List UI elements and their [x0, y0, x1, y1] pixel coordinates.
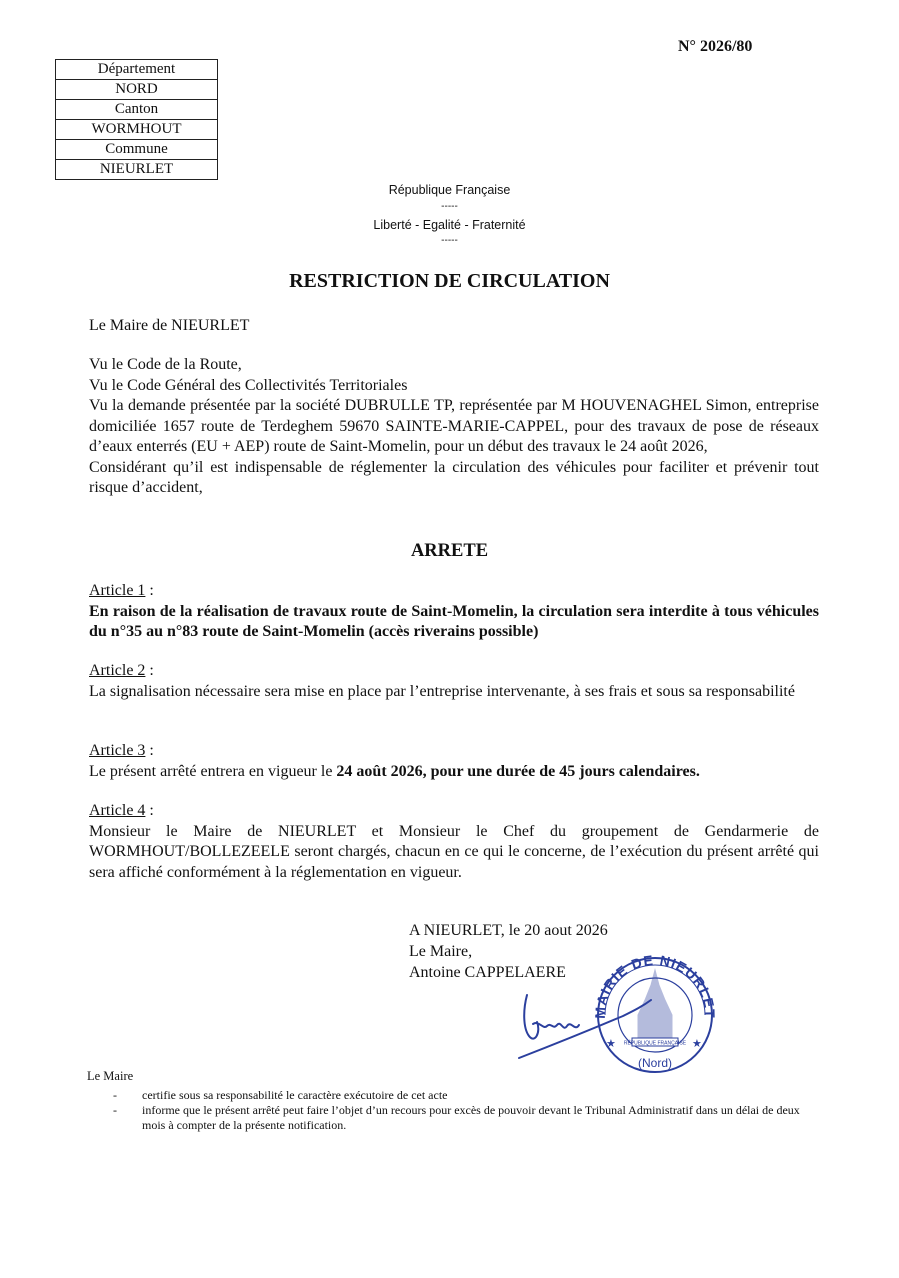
considerations: [89, 355, 819, 499]
table-cell-value: WORMHOUT: [56, 120, 218, 140]
motto: Liberté - Egalité - Fraternité: [373, 218, 526, 232]
table-cell-label: Département: [56, 60, 218, 80]
signature-role: Le Maire,: [409, 943, 473, 960]
intro-line: Le Maire de NIEURLET: [89, 317, 250, 334]
table-cell-value: NIEURLET: [56, 160, 218, 180]
republic-header: République Française: [388, 183, 511, 197]
stamp-top-text: MAIRIE DE NIEURLET: [591, 951, 719, 1019]
article-text: Le présent arrêté entrera en vigueur le 24 août 2026, pour une durée de 45 jours calendaires.: [89, 762, 700, 780]
article-text: En raison de la réalisation de travaux route de Saint-Momelin, la circulation sera interdite à tous véhicules du n°35 au n°83 route de Saint-Momelin (accès riverains possible): [89, 602, 819, 640]
effective-date-duration: 24 août 2026, pour une durée de 45 jours calendaires.: [336, 762, 700, 780]
article-label: Article 2: [89, 662, 146, 679]
table-cell-label: Commune: [56, 140, 218, 160]
footer-heading: Le Maire: [87, 1069, 134, 1083]
town-hall-stamp: [592, 952, 718, 1072]
signature-place-date: A NIEURLET, le 20 aout 2026: [409, 922, 608, 939]
administrative-table: [55, 59, 218, 180]
article-text: La signalisation nécessaire sera mise en place par l’entreprise intervenante, à ses frais et sous sa responsabilité: [89, 682, 795, 700]
article-label: Article 4: [89, 802, 146, 819]
decree-number: N° 2026/80: [678, 38, 753, 55]
document-title: RESTRICTION DE CIRCULATION: [289, 270, 610, 292]
article-label: Article 1: [89, 582, 146, 599]
stamp-bottom-text: (Nord): [637, 1056, 673, 1070]
signature-and-stamp: [505, 940, 735, 1080]
article-3: Article 3 : Le présent arrêté entrera en vigueur le 24 août 2026, pour une durée de 45 jours calendaires.: [89, 741, 819, 782]
decision-heading: ARRETE: [410, 541, 489, 561]
article-text: Monsieur le Maire de NIEURLET et Monsieur le Chef du groupement de Gendarmerie de WORMHOUT/BOLLEZEELE seront chargés, chacun en ce qui le concerne, de l’exécution du présent arrêté qui sera affiché conformément à la réglementation en vigueur.: [89, 822, 819, 881]
header-separator: -----: [441, 201, 458, 212]
star-icon: ★: [692, 1038, 702, 1050]
table-cell-value: NORD: [56, 80, 218, 100]
header-separator: -----: [441, 235, 458, 246]
handwritten-signature: [519, 995, 651, 1058]
stamp-ribbon-text: RÉPUBLIQUE FRANÇAISE: [623, 1040, 687, 1047]
consideration-item: Vu le Code de la Route,: [89, 356, 242, 373]
consideration-item: Considérant qu’il est indispensable de réglementer la circulation des véhicules pour faciliter et prévenir tout risque d’accident,: [89, 458, 819, 496]
article-2: Article 2 : La signalisation nécessaire sera mise en place par l’entreprise intervenante, à ses frais et sous sa responsabilité: [89, 661, 819, 702]
star-icon: ★: [606, 1038, 616, 1050]
article-1: Article 1 : En raison de la réalisation de travaux route de Saint-Momelin, la circulation sera interdite à tous véhicules du n°35 au n°83 route de Saint-Momelin (accès riverains possible): [89, 581, 819, 643]
article-4: Article 4 : Monsieur le Maire de NIEURLET et Monsieur le Chef du groupement de Gendarmerie de WORMHOUT/BOLLEZEELE seront chargés, chacun en ce qui le concerne, de l’exécution du présent arrêté qui sera affiché conformément à la réglementation en vigueur.: [89, 801, 819, 883]
signature-name: Antoine CAPPELAERE: [409, 964, 566, 981]
table-cell-label: Canton: [56, 100, 218, 120]
consideration-item: Vu le Code Général des Collectivités Territoriales: [89, 376, 408, 394]
consideration-item: Vu la demande présentée par la société DUBRULLE TP, représentée par M HOUVENAGHEL Simon, entreprise domiciliée 1657 route de Terdeghem 59670 SAINTE-MARIE-CAPPEL, pour des travaux de pose de réseaux d’eaux enterrés (EU + AEP) route de Saint-Momelin, pour un début des travaux le 24 août 2026,: [89, 397, 819, 455]
article-label: Article 3: [89, 742, 146, 759]
